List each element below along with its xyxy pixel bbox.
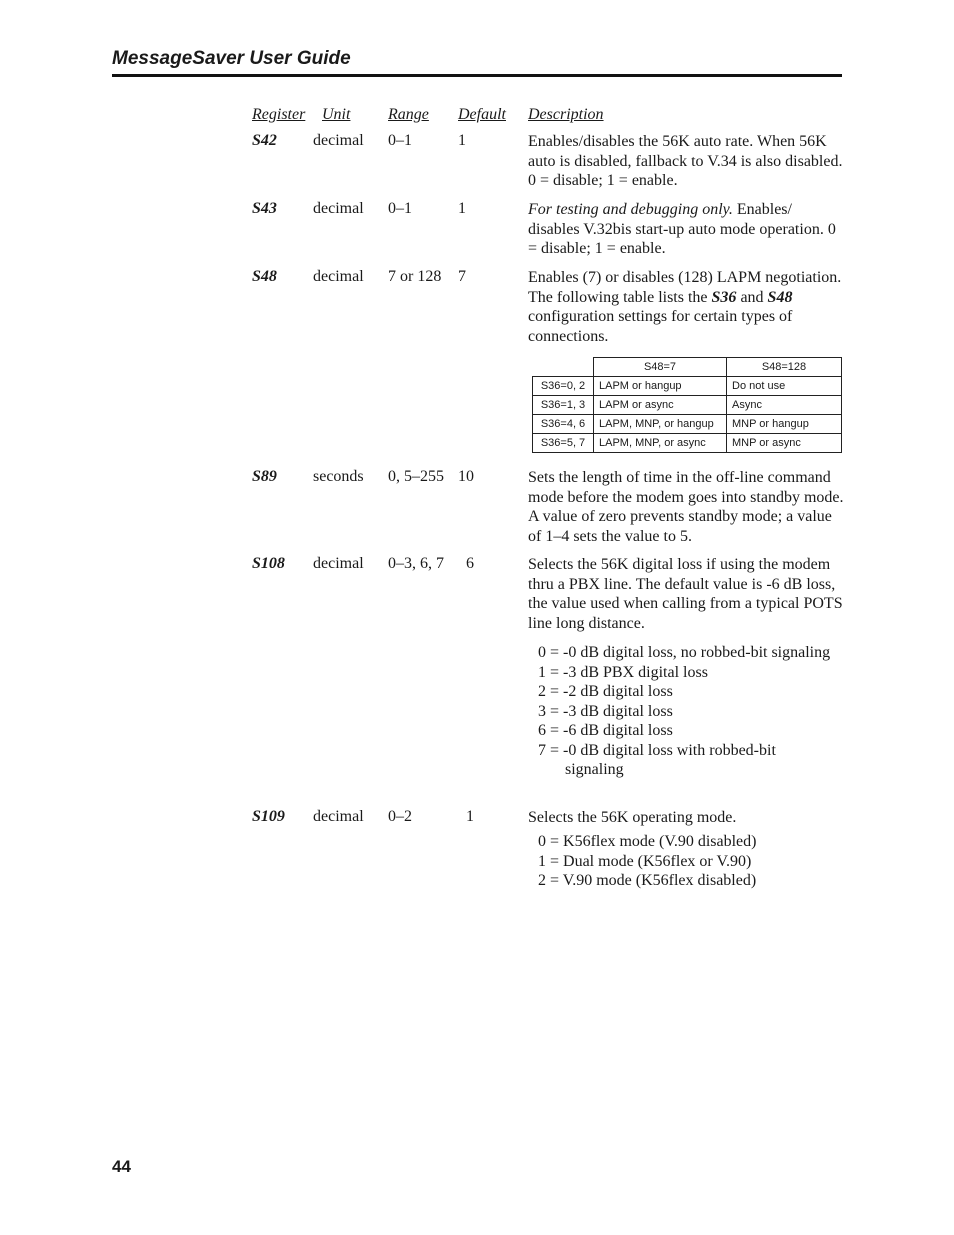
description-part: configuration settings for certain types of connections. — [528, 308, 793, 345]
page-number: 44 — [112, 1157, 131, 1176]
unit-value: decimal — [313, 268, 364, 285]
list-item: 1 = -3 dB PBX digital loss — [538, 663, 708, 681]
config-cell: LAPM, MNP, or async — [594, 434, 727, 453]
register-name: S108 — [252, 555, 285, 572]
unit-value: decimal — [313, 200, 364, 217]
list-item: 0 = K56flex mode (V.90 disabled) — [538, 833, 757, 850]
s36-s48-config-table — [532, 357, 842, 453]
unit-value: decimal — [313, 132, 364, 149]
description-text: Enables/disables the 56K auto rate. When 56K auto is disabled, fallback to V.34 is also disabled. 0 = disable; 1 = enable. — [528, 133, 843, 189]
unit-value: decimal — [313, 555, 364, 572]
register-name: S89 — [252, 468, 277, 485]
list-item: 1 = Dual mode (K56flex or V.90) — [538, 852, 752, 870]
description-text — [528, 200, 844, 259]
config-col-header: S48=128 — [727, 358, 842, 377]
config-cell: LAPM or async — [594, 396, 727, 415]
header-rule — [112, 74, 842, 77]
register-reference: S36 — [711, 288, 737, 306]
unit-value: decimal — [313, 808, 364, 825]
range-value: 0–1 — [388, 132, 412, 149]
config-cell: MNP or async — [727, 434, 842, 453]
config-table-corner — [533, 358, 594, 377]
config-table-row — [533, 396, 842, 415]
column-header-range: Range — [388, 106, 429, 123]
description-body: Enables/ disables V.32bis start-up auto mode operation. 0 = disable; 1 = enable. — [528, 201, 836, 257]
description-text: Selects the 56K digital loss if using the modem thru a PBX line. The default value is -6 dB loss, the value used when calling from a typical POTS line long distance. — [528, 556, 843, 632]
config-row-label: S36=1, 3 — [533, 396, 594, 415]
running-head-title: MessageSaver User Guide — [112, 48, 351, 69]
description-part: and — [736, 288, 768, 306]
list-item: 6 = -6 dB digital loss — [538, 722, 673, 739]
default-value: 7 — [458, 268, 466, 285]
config-row-label: S36=4, 6 — [533, 415, 594, 434]
list-item: 2 = V.90 mode (K56flex disabled) — [538, 872, 757, 889]
default-value: 10 — [458, 468, 474, 485]
range-value: 0–2 — [388, 808, 412, 825]
range-value: 7 or 128 — [388, 268, 442, 285]
list-item: 2 = -2 dB digital loss — [538, 683, 673, 700]
range-value: 0–3, 6, 7 — [388, 555, 444, 572]
column-header-description: Description — [528, 106, 604, 123]
option-list — [538, 643, 838, 780]
config-table-header-row — [533, 358, 842, 377]
column-header-unit: Unit — [322, 106, 351, 123]
config-cell: Async — [727, 396, 842, 415]
description-part: Enables (7) or disables (128) LAPM negotiation. The following table lists the — [528, 269, 842, 306]
register-name: S43 — [252, 200, 277, 217]
default-value: 1 — [458, 200, 466, 217]
config-row-label: S36=0, 2 — [533, 377, 594, 396]
column-header-register: Register — [252, 106, 306, 123]
range-value: 0–1 — [388, 200, 412, 217]
default-value: 1 — [458, 132, 466, 149]
list-item: 3 = -3 dB digital loss — [538, 702, 673, 720]
register-name: S109 — [252, 808, 285, 825]
description-text — [528, 268, 844, 346]
register-name: S42 — [252, 132, 277, 149]
config-table-row — [533, 415, 842, 434]
config-table-row — [533, 434, 842, 453]
config-cell: MNP or hangup — [727, 415, 842, 434]
list-item: 7 = -0 dB digital loss with robbed-bit signaling — [538, 741, 776, 778]
config-cell: LAPM or hangup — [594, 377, 727, 396]
config-col-header: S48=7 — [594, 358, 727, 377]
description-text: Selects the 56K operating mode. — [528, 809, 737, 826]
range-value: 0, 5–255 — [388, 468, 444, 485]
list-item: 0 = -0 dB digital loss, no robbed-bit signaling — [538, 644, 831, 661]
unit-value: seconds — [313, 468, 364, 485]
description-text: Sets the length of time in the off-line command mode before the modem goes into standby mode. A value of zero prevents standby mode; a value of 1–4 sets the value to 5. — [528, 469, 844, 545]
default-value: 1 — [466, 808, 474, 825]
register-reference: S48 — [767, 288, 793, 306]
column-header-default: Default — [458, 106, 506, 123]
config-table-row — [533, 377, 842, 396]
config-row-label: S36=5, 7 — [533, 434, 594, 453]
option-list — [538, 832, 838, 891]
description-emphasis: For testing and debugging only. — [528, 201, 733, 218]
config-cell: Do not use — [727, 377, 842, 396]
register-name: S48 — [252, 268, 277, 285]
default-value: 6 — [466, 555, 474, 572]
config-cell: LAPM, MNP, or hangup — [594, 415, 727, 434]
